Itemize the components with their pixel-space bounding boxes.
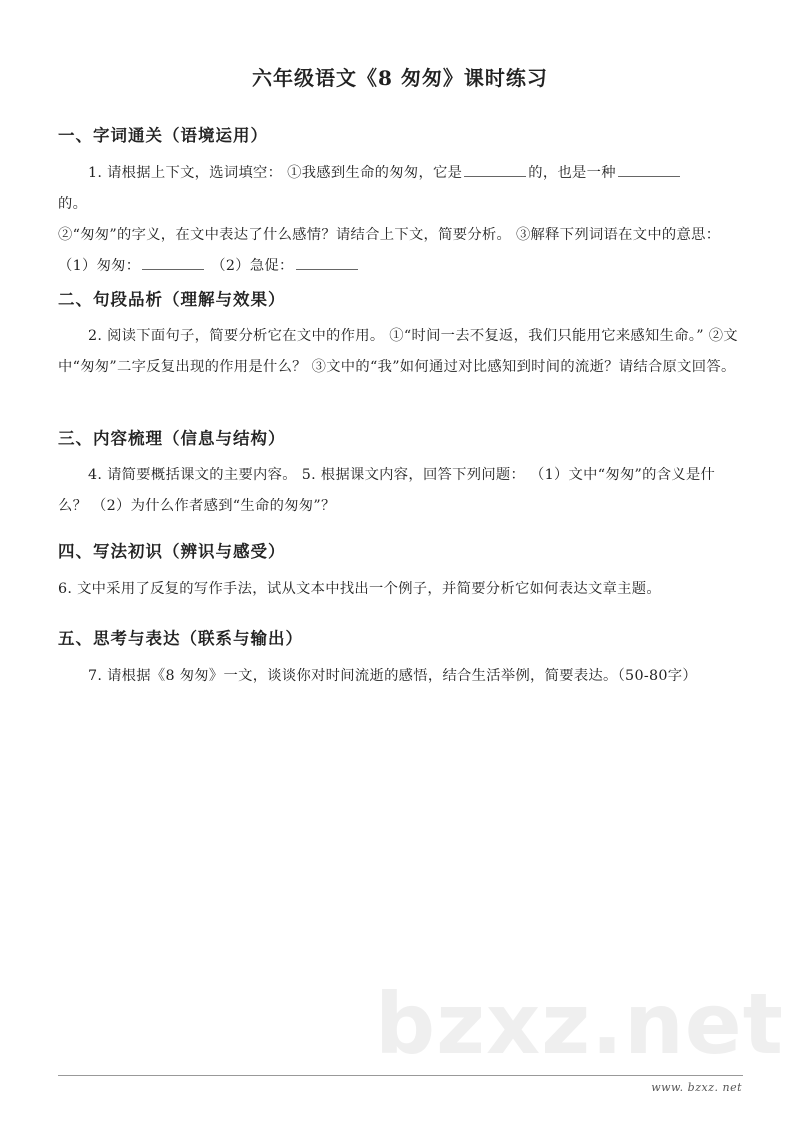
fill-blank[interactable] [142,257,204,270]
question-4-5: 4. 请简要概括课文的主要内容。 5. 根据课文内容，回答下列问题： （1）文中“匆匆”的含义是什么？ （2）为什么作者感到“生命的匆匆”？ [58,467,716,514]
watermark: bzxz.net [375,975,784,1073]
fill-blank[interactable] [618,164,680,177]
footer-site: www. bzxz. net [651,1081,742,1094]
q1-text: ②“匆匆”的字义，在文中表达了什么感情？请结合上下文，简要分析。 ③解释下列词语在文中的意思： （1）匆匆： [58,227,721,274]
q1-text: 的。 [58,196,88,212]
section-heading-4: 四、写法初识（辨识与感受） [58,542,286,561]
question-2: 2. 阅读下面句子，简要分析它在文中的作用。 ①“时间一去不复返，我们只能用它来感知生命。” ②文中“匆匆”二字反复出现的作用是什么？ ③文中的“我”如何通过对比感知到时间的流逝？请结合原文回答。 [58,328,738,375]
question-6: 6. 文中采用了反复的写作手法，试从文本中找出一个例子，并简要分析它如何表达文章主题。 [58,581,661,597]
section-heading-5: 五、思考与表达（联系与输出） [58,629,303,648]
section-heading-1: 一、字词通关（语境运用） [58,126,268,145]
question-1-cont [58,220,744,282]
q1-text: 的，也是一种 [528,165,616,181]
fill-blank[interactable] [296,257,358,270]
section-heading-3: 三、内容梳理（信息与结构） [58,429,286,448]
question-1 [58,158,744,220]
question-7: 7. 请根据《8 匆匆》一文，谈谈你对时间流逝的感悟，结合生活举例，简要表达。（50-80字） [88,668,697,684]
page-title: 六年级语文《8 匆匆》课时练习 [252,66,548,90]
q1-text: （2）急促： [206,258,294,274]
q1-text: 1. 请根据上下文，选词填空： ①我感到生命的匆匆，它是 [88,165,463,181]
footer-divider [58,1075,743,1076]
fill-blank[interactable] [464,164,526,177]
section-heading-2: 二、句段品析（理解与效果） [58,290,286,309]
